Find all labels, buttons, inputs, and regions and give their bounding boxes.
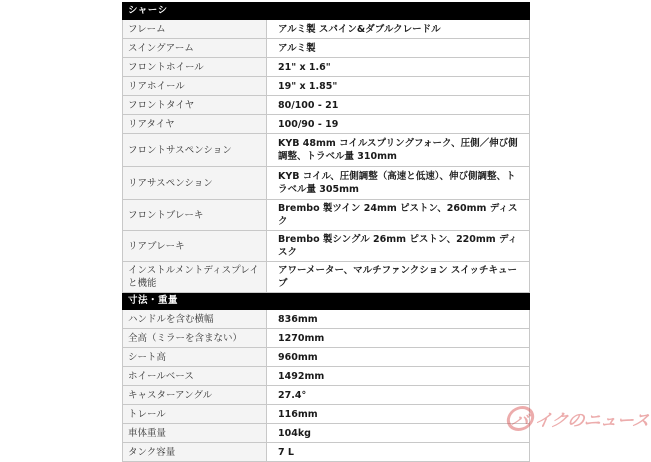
spec-label: 全高（ミラーを含まない）	[123, 329, 267, 348]
table-row	[123, 262, 530, 293]
spec-value: 100/90 - 19	[267, 115, 530, 134]
table-row	[123, 115, 530, 134]
table-row	[123, 367, 530, 386]
table-row	[123, 58, 530, 77]
spec-label: スイングアーム	[123, 39, 267, 58]
spec-value: 7 L	[267, 443, 530, 462]
spec-label: フロントサスペンション	[123, 134, 267, 167]
spec-label: トレール	[123, 405, 267, 424]
spec-value: KYB 48mm コイルスプリングフォーク、圧側／伸び側調整、トラベル量 310mm	[267, 134, 530, 167]
spec-value: 21" x 1.6"	[267, 58, 530, 77]
table-row	[123, 329, 530, 348]
table-row	[123, 39, 530, 58]
table-row	[123, 200, 530, 231]
spec-value: アワーメーター、マルチファンクション スイッチキューブ	[267, 262, 530, 293]
table-row	[123, 231, 530, 262]
spec-label: キャスターアングル	[123, 386, 267, 405]
spec-value: 27.4°	[267, 386, 530, 405]
spec-table	[122, 2, 530, 462]
spec-value: Brembo 製ツイン 24mm ピストン、260mm ディスク	[267, 200, 530, 231]
table-row	[123, 134, 530, 167]
spec-label: タンク容量	[123, 443, 267, 462]
spec-label: 車体重量	[123, 424, 267, 443]
section-header-chassis-label: シャーシ	[123, 3, 530, 20]
spec-label: ハンドルを含む横幅	[123, 310, 267, 329]
spec-label: リアホイール	[123, 77, 267, 96]
spec-label: フロントブレーキ	[123, 200, 267, 231]
spec-label: フレーム	[123, 20, 267, 39]
table-row	[123, 20, 530, 39]
spec-label: フロントホイール	[123, 58, 267, 77]
spec-value: 960mm	[267, 348, 530, 367]
spec-value: 1270mm	[267, 329, 530, 348]
table-row	[123, 348, 530, 367]
spec-label: シート高	[123, 348, 267, 367]
spec-value: 116mm	[267, 405, 530, 424]
section-header-chassis	[123, 3, 530, 20]
spec-label: インストルメントディスプレイと機能	[123, 262, 267, 293]
spec-value: 104kg	[267, 424, 530, 443]
spec-label: フロントタイヤ	[123, 96, 267, 115]
spec-label: リアブレーキ	[123, 231, 267, 262]
table-row	[123, 96, 530, 115]
spec-value: アルミ製 スパイン&ダブルクレードル	[267, 20, 530, 39]
table-row	[123, 405, 530, 424]
spec-value: 1492mm	[267, 367, 530, 386]
spec-label: リアタイヤ	[123, 115, 267, 134]
spec-value: 80/100 - 21	[267, 96, 530, 115]
spec-label: ホイールベース	[123, 367, 267, 386]
spec-value: アルミ製	[267, 39, 530, 58]
table-row	[123, 386, 530, 405]
table-row	[123, 443, 530, 462]
spec-value: KYB コイル、圧側調整（高速と低速）、伸び側調整、トラベル量 305mm	[267, 167, 530, 200]
spec-value: 19" x 1.85"	[267, 77, 530, 96]
table-row	[123, 167, 530, 200]
bike-news-logo-text: イクのニュース	[532, 411, 651, 431]
table-row	[123, 77, 530, 96]
section-header-dimensions-label: 寸法・重量	[123, 293, 530, 310]
table-row	[123, 424, 530, 443]
table-row	[123, 310, 530, 329]
spec-value: 836mm	[267, 310, 530, 329]
spec-value: Brembo 製シングル 26mm ピストン、220mm ディスク	[267, 231, 530, 262]
spec-label: リアサスペンション	[123, 167, 267, 200]
section-header-dimensions	[123, 293, 530, 310]
bike-news-logo-circle-icon: バ	[504, 406, 535, 431]
